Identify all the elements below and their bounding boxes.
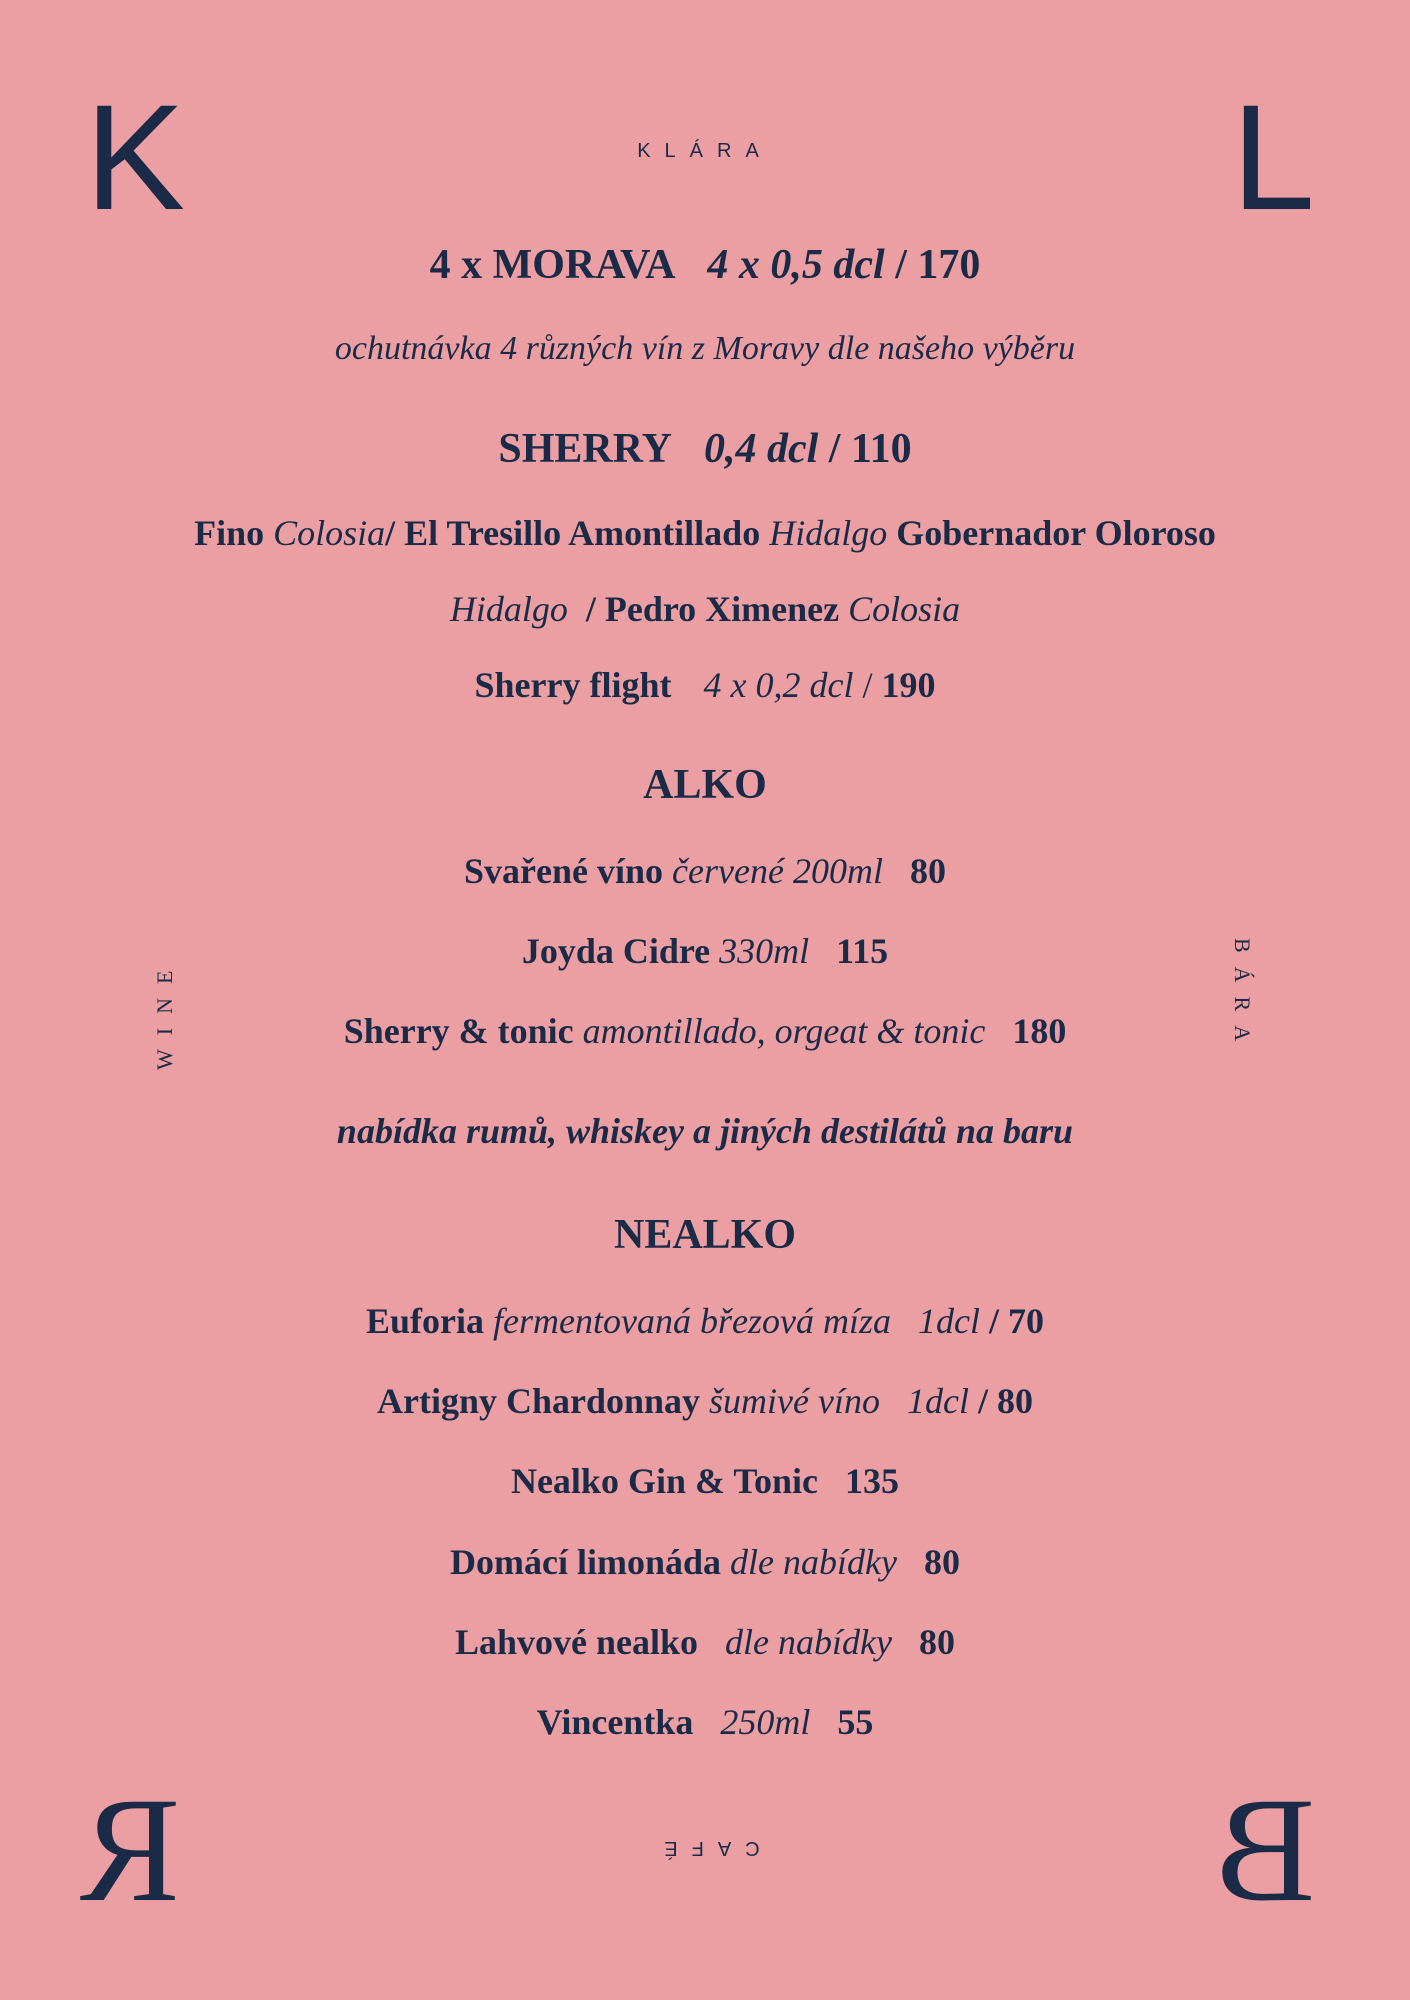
alko-item-price: 115 bbox=[836, 931, 889, 971]
nealko-item-desc: dle nabídky bbox=[725, 1622, 892, 1662]
alko-item-desc: amontillado, orgeat & tonic bbox=[582, 1011, 986, 1051]
sherry-sep: / bbox=[828, 426, 841, 472]
morava-title: 4 x MORAVA bbox=[429, 242, 676, 288]
nealko-item bbox=[0, 1302, 1410, 1342]
sherry-flight-name: Sherry flight bbox=[474, 665, 672, 705]
nealko-item-name: Nealko Gin & Tonic bbox=[510, 1461, 819, 1501]
nealko-item-desc: 250ml bbox=[720, 1702, 811, 1742]
morava-price: 170 bbox=[917, 242, 981, 288]
nealko-item-name: Lahvové nealko bbox=[455, 1622, 699, 1662]
nealko-item-name: Artigny Chardonnay bbox=[376, 1381, 701, 1421]
sherry-title: SHERRY bbox=[498, 426, 672, 472]
sherry-pedro-ximenez: / Pedro Ximenez bbox=[585, 589, 840, 629]
nealko-item-price: / 70 bbox=[988, 1301, 1044, 1341]
nealko-item bbox=[0, 1623, 1410, 1663]
sherry-fino: Fino bbox=[194, 513, 265, 553]
wordmark-bara: BÁRA bbox=[1230, 938, 1255, 1056]
morava-description: ochutnávka 4 různých vín z Moravy dle našeho výběru bbox=[334, 330, 1076, 367]
alko-item bbox=[0, 852, 1410, 892]
wordmark-wine: WINE bbox=[152, 956, 177, 1070]
nealko-item-name: Domácí limonáda bbox=[450, 1542, 722, 1582]
nealko-item-price: 55 bbox=[837, 1702, 874, 1742]
nealko-heading: NEALKO bbox=[613, 1212, 797, 1258]
nealko-item bbox=[0, 1543, 1410, 1583]
sherry-title-line bbox=[0, 426, 1410, 472]
monogram-r-mirrored: R bbox=[80, 1767, 181, 1933]
nealko-item-price: / 80 bbox=[977, 1381, 1033, 1421]
nealko-item-desc: dle nabídky bbox=[730, 1542, 897, 1582]
alko-item-desc: 330ml bbox=[719, 931, 810, 971]
nealko-item-name: Euforia bbox=[366, 1301, 485, 1341]
nealko-item-name: Vincentka bbox=[536, 1702, 694, 1742]
alko-item-price: 80 bbox=[909, 851, 946, 891]
alko-heading: ALKO bbox=[643, 762, 767, 808]
nealko-item bbox=[0, 1703, 1410, 1743]
monogram-b-mirrored: B bbox=[1214, 1767, 1315, 1933]
nealko-item bbox=[0, 1382, 1410, 1422]
sherry-list-line-1 bbox=[0, 514, 1410, 554]
spirits-note: nabídka rumů, whiskey a jiných destilátů na baru bbox=[336, 1111, 1074, 1151]
alko-item bbox=[0, 932, 1410, 972]
sherry-oloroso: Gobernador Oloroso bbox=[896, 513, 1216, 553]
sherry-flight-line bbox=[0, 666, 1410, 706]
sherry-producer-colosia-2: Colosia bbox=[848, 589, 961, 629]
nealko-item-volume: 1dcl bbox=[917, 1301, 980, 1341]
alko-item-name: Joyda Cidre bbox=[521, 931, 711, 971]
nealko-item-desc: šumivé víno bbox=[709, 1381, 880, 1421]
sherry-flight-volume: 4 x 0,2 dcl bbox=[703, 665, 854, 705]
sherry-producer-hidalgo-2: Hidalgo bbox=[449, 589, 568, 629]
sherry-amontillado: / El Tresillo Amontillado bbox=[385, 513, 761, 553]
sherry-producer-colosia: Colosia bbox=[273, 513, 386, 553]
sherry-price: 110 bbox=[850, 426, 912, 472]
sherry-list-line-2 bbox=[0, 590, 1410, 630]
wordmark-cafe: CAFÉ bbox=[650, 1837, 760, 1859]
alko-item-name: Svařené víno bbox=[464, 851, 664, 891]
sherry-flight-price: 190 bbox=[881, 665, 936, 705]
sherry-volume: 0,4 dcl bbox=[703, 426, 819, 472]
monogram-l: L bbox=[1231, 73, 1315, 241]
morava-sep: / bbox=[895, 242, 907, 288]
alko-item-desc: červené 200ml bbox=[672, 851, 883, 891]
nealko-item-price: 135 bbox=[845, 1461, 900, 1501]
nealko-item-volume: 1dcl bbox=[907, 1381, 969, 1421]
alko-item bbox=[0, 1012, 1410, 1052]
sherry-producer-hidalgo: Hidalgo bbox=[769, 513, 888, 553]
alko-item-price: 180 bbox=[1012, 1011, 1067, 1051]
monogram-k: K bbox=[85, 73, 186, 241]
nealko-item-price: 80 bbox=[923, 1542, 960, 1582]
morava-volume: 4 x 0,5 dcl bbox=[707, 242, 885, 288]
morava-title-line bbox=[0, 242, 1410, 288]
wordmark-klara: KLÁRA bbox=[637, 140, 773, 162]
nealko-item bbox=[0, 1462, 1410, 1502]
nealko-item-price: 80 bbox=[919, 1622, 955, 1662]
nealko-item-desc: fermentovaná březová míza bbox=[493, 1301, 891, 1341]
sherry-flight-sep: / bbox=[862, 665, 873, 705]
alko-item-name: Sherry & tonic bbox=[343, 1011, 574, 1051]
